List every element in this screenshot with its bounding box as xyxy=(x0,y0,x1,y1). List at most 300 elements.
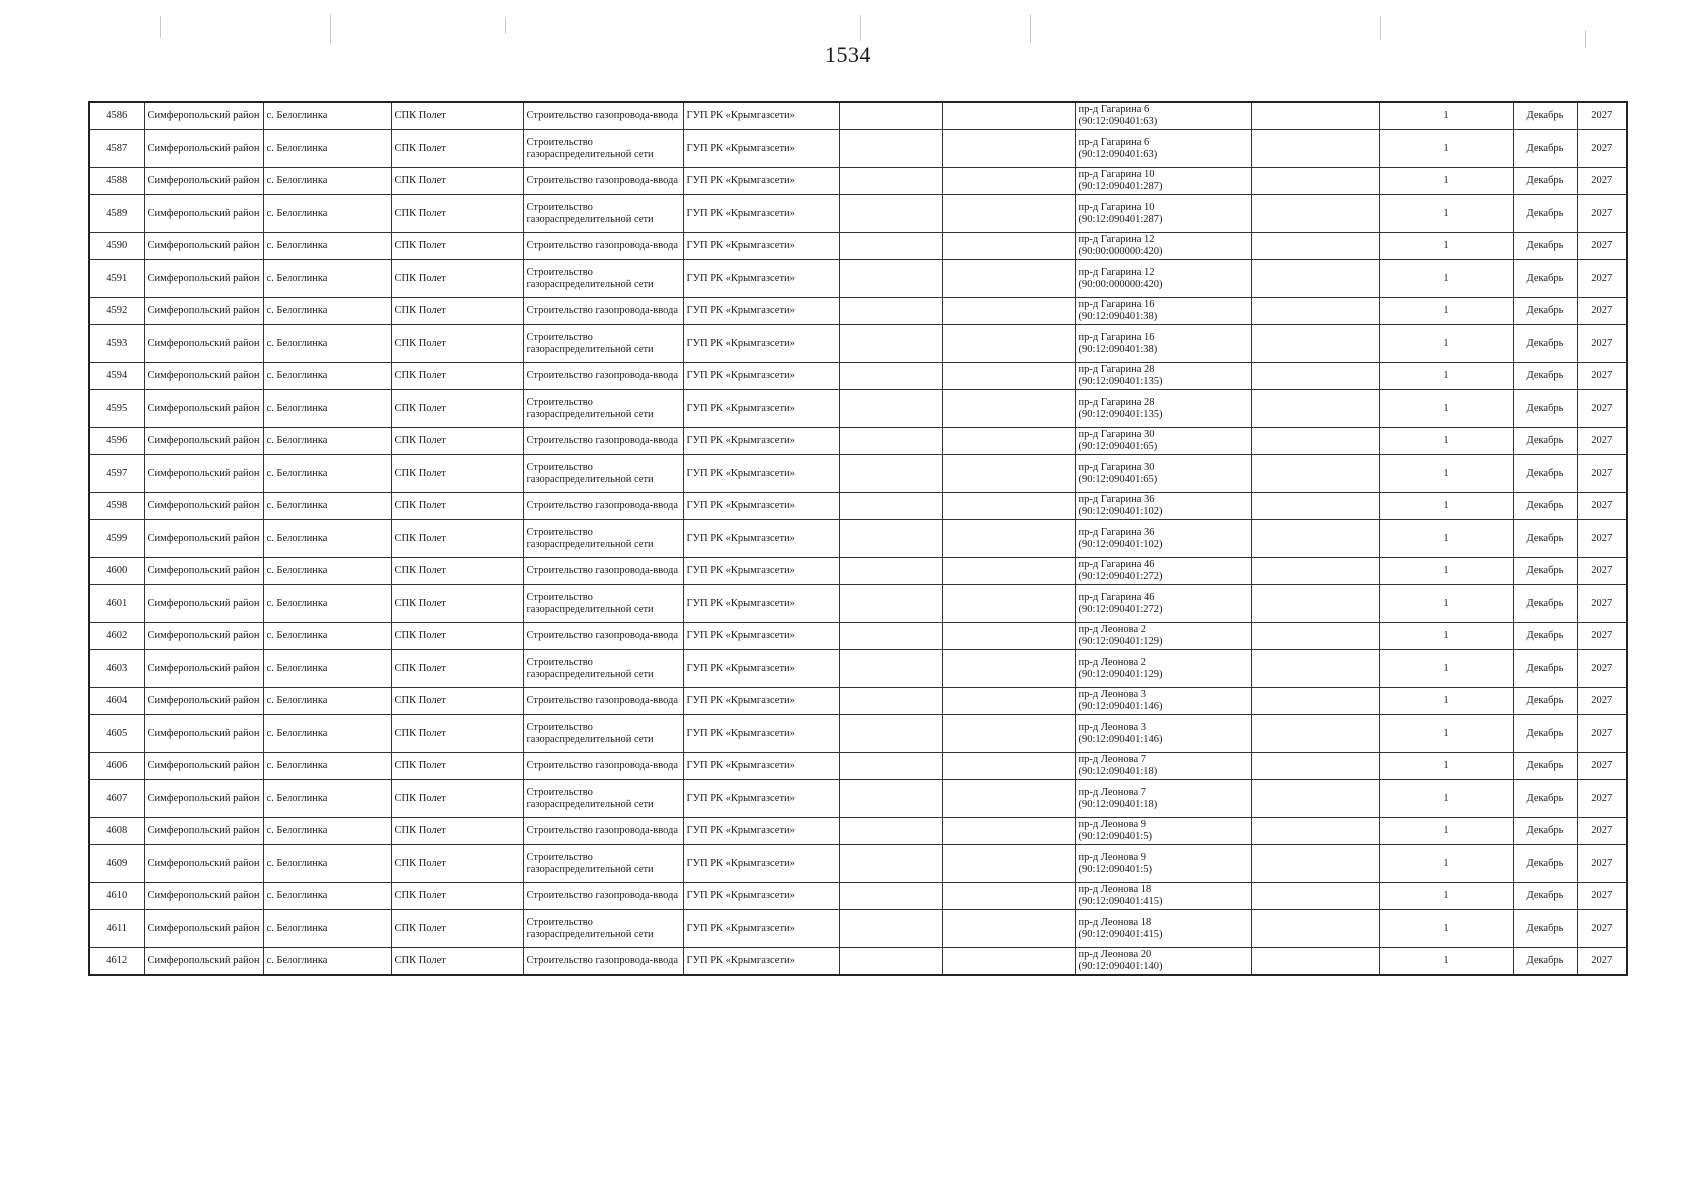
address-line: пр-д Леонова 18 xyxy=(1078,916,1152,928)
year-cell: 2027 xyxy=(1577,780,1627,818)
empty-cell xyxy=(839,558,942,585)
month-cell: Декабрь xyxy=(1513,168,1577,195)
count-cell: 1 xyxy=(1379,195,1513,233)
work-type-cell: Строительство газораспределительной сети xyxy=(523,780,683,818)
address-cell xyxy=(1075,363,1251,390)
cadastre-number: (90:12:090401:102) xyxy=(1078,506,1163,517)
empty-cell xyxy=(1251,233,1379,260)
work-type-cell: Строительство газораспределительной сети xyxy=(523,260,683,298)
empty-cell xyxy=(1251,493,1379,520)
work-type-cell: Строительство газораспределительной сети xyxy=(523,845,683,883)
empty-cell xyxy=(839,493,942,520)
month-cell: Декабрь xyxy=(1513,130,1577,168)
district-cell: Симферопольский район xyxy=(144,363,263,390)
district-cell: Симферопольский район xyxy=(144,520,263,558)
empty-cell xyxy=(839,753,942,780)
district-cell: Симферопольский район xyxy=(144,325,263,363)
empty-cell xyxy=(942,883,1075,910)
organization-cell: СПК Полет xyxy=(391,715,523,753)
organization-cell: СПК Полет xyxy=(391,948,523,976)
row-number: 4596 xyxy=(89,428,144,455)
address-line: пр-д Гагарина 36 xyxy=(1078,494,1155,505)
table-row xyxy=(89,688,1627,715)
empty-cell xyxy=(839,298,942,325)
organization-cell: СПК Полет xyxy=(391,260,523,298)
empty-cell xyxy=(1251,715,1379,753)
month-cell: Декабрь xyxy=(1513,883,1577,910)
row-number: 4592 xyxy=(89,298,144,325)
work-type-cell: Строительство газопровода-ввода xyxy=(523,363,683,390)
table-row xyxy=(89,623,1627,650)
year-cell: 2027 xyxy=(1577,428,1627,455)
month-cell: Декабрь xyxy=(1513,650,1577,688)
cadastre-number: (90:12:090401:415) xyxy=(1078,896,1163,907)
empty-cell xyxy=(942,493,1075,520)
address-line: пр-д Леонова 18 xyxy=(1078,884,1152,895)
operator-cell: ГУП РК «Крымгазсети» xyxy=(683,688,839,715)
count-cell: 1 xyxy=(1379,233,1513,260)
year-cell: 2027 xyxy=(1577,818,1627,845)
district-cell: Симферопольский район xyxy=(144,818,263,845)
empty-cell xyxy=(942,623,1075,650)
cadastre-number: (90:12:090401:102) xyxy=(1078,538,1163,550)
empty-cell xyxy=(942,233,1075,260)
operator-cell: ГУП РК «Крымгазсети» xyxy=(683,558,839,585)
operator-cell: ГУП РК «Крымгазсети» xyxy=(683,233,839,260)
year-cell: 2027 xyxy=(1577,168,1627,195)
organization-cell: СПК Полет xyxy=(391,910,523,948)
district-cell: Симферопольский район xyxy=(144,233,263,260)
village-cell: с. Белоглинка xyxy=(263,428,391,455)
address-line: пр-д Гагарина 16 xyxy=(1078,299,1155,310)
empty-cell xyxy=(1251,780,1379,818)
year-cell: 2027 xyxy=(1577,520,1627,558)
empty-cell xyxy=(942,168,1075,195)
count-cell: 1 xyxy=(1379,585,1513,623)
address-cell xyxy=(1075,233,1251,260)
empty-cell xyxy=(942,260,1075,298)
count-cell: 1 xyxy=(1379,363,1513,390)
operator-cell: ГУП РК «Крымгазсети» xyxy=(683,168,839,195)
count-cell: 1 xyxy=(1379,168,1513,195)
cadastre-number: (90:12:090401:287) xyxy=(1078,181,1163,192)
address-line: пр-д Леонова 3 xyxy=(1078,689,1147,700)
empty-cell xyxy=(942,650,1075,688)
month-cell: Декабрь xyxy=(1513,233,1577,260)
district-cell: Симферопольский район xyxy=(144,102,263,130)
address-line: пр-д Леонова 7 xyxy=(1078,786,1147,798)
count-cell: 1 xyxy=(1379,455,1513,493)
table-row xyxy=(89,558,1627,585)
operator-cell: ГУП РК «Крымгазсети» xyxy=(683,715,839,753)
table-row xyxy=(89,818,1627,845)
month-cell: Декабрь xyxy=(1513,948,1577,976)
scan-artifact xyxy=(860,15,861,41)
village-cell: с. Белоглинка xyxy=(263,168,391,195)
count-cell: 1 xyxy=(1379,428,1513,455)
address-cell xyxy=(1075,168,1251,195)
village-cell: с. Белоглинка xyxy=(263,298,391,325)
work-type-cell: Строительство газопровода-ввода xyxy=(523,948,683,976)
count-cell: 1 xyxy=(1379,948,1513,976)
count-cell: 1 xyxy=(1379,520,1513,558)
district-cell: Симферопольский район xyxy=(144,585,263,623)
village-cell: с. Белоглинка xyxy=(263,363,391,390)
organization-cell: СПК Полет xyxy=(391,845,523,883)
empty-cell xyxy=(839,623,942,650)
scan-artifact xyxy=(1030,14,1031,44)
table-row xyxy=(89,650,1627,688)
village-cell: с. Белоглинка xyxy=(263,493,391,520)
village-cell: с. Белоглинка xyxy=(263,948,391,976)
count-cell: 1 xyxy=(1379,780,1513,818)
address-line: пр-д Леонова 9 xyxy=(1078,819,1147,830)
empty-cell xyxy=(839,948,942,976)
address-cell xyxy=(1075,818,1251,845)
address-cell xyxy=(1075,883,1251,910)
work-type-cell: Строительство газопровода-ввода xyxy=(523,818,683,845)
district-cell: Симферопольский район xyxy=(144,780,263,818)
village-cell: с. Белоглинка xyxy=(263,233,391,260)
village-cell: с. Белоглинка xyxy=(263,102,391,130)
operator-cell: ГУП РК «Крымгазсети» xyxy=(683,845,839,883)
village-cell: с. Белоглинка xyxy=(263,715,391,753)
year-cell: 2027 xyxy=(1577,650,1627,688)
row-number: 4601 xyxy=(89,585,144,623)
cadastre-number: (90:12:090401:5) xyxy=(1078,863,1152,875)
organization-cell: СПК Полет xyxy=(391,585,523,623)
organization-cell: СПК Полет xyxy=(391,818,523,845)
row-number: 4593 xyxy=(89,325,144,363)
district-cell: Симферопольский район xyxy=(144,493,263,520)
address-cell xyxy=(1075,260,1251,298)
village-cell: с. Белоглинка xyxy=(263,455,391,493)
row-number: 4589 xyxy=(89,195,144,233)
empty-cell xyxy=(942,390,1075,428)
address-line: пр-д Гагарина 6 xyxy=(1078,104,1150,115)
organization-cell: СПК Полет xyxy=(391,623,523,650)
count-cell: 1 xyxy=(1379,715,1513,753)
cadastre-number: (90:12:090401:146) xyxy=(1078,733,1163,745)
empty-cell xyxy=(1251,883,1379,910)
operator-cell: ГУП РК «Крымгазсети» xyxy=(683,428,839,455)
registry-table xyxy=(88,101,1628,976)
empty-cell xyxy=(839,390,942,428)
empty-cell xyxy=(1251,623,1379,650)
table-row xyxy=(89,102,1627,130)
organization-cell: СПК Полет xyxy=(391,168,523,195)
year-cell: 2027 xyxy=(1577,325,1627,363)
scan-artifact xyxy=(505,18,506,34)
address-line: пр-д Гагарина 16 xyxy=(1078,331,1155,343)
empty-cell xyxy=(839,428,942,455)
empty-cell xyxy=(839,102,942,130)
cadastre-number: (90:12:090401:18) xyxy=(1078,766,1158,777)
village-cell: с. Белоглинка xyxy=(263,845,391,883)
table-row xyxy=(89,883,1627,910)
address-line: пр-д Гагарина 10 xyxy=(1078,201,1155,213)
cadastre-number: (90:12:090401:65) xyxy=(1078,473,1158,485)
month-cell: Декабрь xyxy=(1513,102,1577,130)
empty-cell xyxy=(839,520,942,558)
organization-cell: СПК Полет xyxy=(391,195,523,233)
month-cell: Декабрь xyxy=(1513,195,1577,233)
empty-cell xyxy=(839,233,942,260)
cadastre-number: (90:12:090401:129) xyxy=(1078,636,1163,647)
empty-cell xyxy=(1251,650,1379,688)
address-cell xyxy=(1075,948,1251,976)
operator-cell: ГУП РК «Крымгазсети» xyxy=(683,883,839,910)
address-line: пр-д Гагарина 46 xyxy=(1078,559,1155,570)
empty-cell xyxy=(1251,363,1379,390)
count-cell: 1 xyxy=(1379,818,1513,845)
empty-cell xyxy=(1251,130,1379,168)
address-line: пр-д Гагарина 28 xyxy=(1078,364,1155,375)
month-cell: Декабрь xyxy=(1513,428,1577,455)
row-number: 4610 xyxy=(89,883,144,910)
organization-cell: СПК Полет xyxy=(391,390,523,428)
district-cell: Симферопольский район xyxy=(144,130,263,168)
year-cell: 2027 xyxy=(1577,130,1627,168)
village-cell: с. Белоглинка xyxy=(263,753,391,780)
empty-cell xyxy=(942,130,1075,168)
operator-cell: ГУП РК «Крымгазсети» xyxy=(683,298,839,325)
work-type-cell: Строительство газораспределительной сети xyxy=(523,390,683,428)
table-row xyxy=(89,585,1627,623)
empty-cell xyxy=(1251,948,1379,976)
count-cell: 1 xyxy=(1379,390,1513,428)
year-cell: 2027 xyxy=(1577,715,1627,753)
cadastre-number: (90:00:000000:420) xyxy=(1078,246,1163,257)
table-row xyxy=(89,948,1627,976)
address-line: пр-д Леонова 9 xyxy=(1078,851,1147,863)
village-cell: с. Белоглинка xyxy=(263,910,391,948)
organization-cell: СПК Полет xyxy=(391,753,523,780)
year-cell: 2027 xyxy=(1577,102,1627,130)
work-type-cell: Строительство газопровода-ввода xyxy=(523,298,683,325)
address-cell xyxy=(1075,298,1251,325)
organization-cell: СПК Полет xyxy=(391,650,523,688)
address-line: пр-д Леонова 3 xyxy=(1078,721,1147,733)
village-cell: с. Белоглинка xyxy=(263,260,391,298)
scan-artifact xyxy=(160,16,161,38)
month-cell: Декабрь xyxy=(1513,780,1577,818)
operator-cell: ГУП РК «Крымгазсети» xyxy=(683,780,839,818)
empty-cell xyxy=(1251,520,1379,558)
cadastre-number: (90:12:090401:415) xyxy=(1078,928,1163,940)
month-cell: Декабрь xyxy=(1513,818,1577,845)
operator-cell: ГУП РК «Крымгазсети» xyxy=(683,520,839,558)
empty-cell xyxy=(942,298,1075,325)
empty-cell xyxy=(1251,585,1379,623)
empty-cell xyxy=(839,688,942,715)
address-line: пр-д Гагарина 12 xyxy=(1078,234,1155,245)
work-type-cell: Строительство газопровода-ввода xyxy=(523,428,683,455)
cadastre-number: (90:12:090401:135) xyxy=(1078,376,1163,387)
operator-cell: ГУП РК «Крымгазсети» xyxy=(683,623,839,650)
month-cell: Декабрь xyxy=(1513,520,1577,558)
table-row xyxy=(89,753,1627,780)
empty-cell xyxy=(1251,260,1379,298)
organization-cell: СПК Полет xyxy=(391,325,523,363)
address-cell xyxy=(1075,325,1251,363)
year-cell: 2027 xyxy=(1577,558,1627,585)
month-cell: Декабрь xyxy=(1513,715,1577,753)
table-row xyxy=(89,455,1627,493)
row-number: 4598 xyxy=(89,493,144,520)
row-number: 4604 xyxy=(89,688,144,715)
operator-cell: ГУП РК «Крымгазсети» xyxy=(683,585,839,623)
empty-cell xyxy=(942,688,1075,715)
empty-cell xyxy=(942,715,1075,753)
work-type-cell: Строительство газораспределительной сети xyxy=(523,130,683,168)
empty-cell xyxy=(839,455,942,493)
operator-cell: ГУП РК «Крымгазсети» xyxy=(683,260,839,298)
address-cell xyxy=(1075,102,1251,130)
village-cell: с. Белоглинка xyxy=(263,688,391,715)
district-cell: Симферопольский район xyxy=(144,845,263,883)
address-cell xyxy=(1075,195,1251,233)
district-cell: Симферопольский район xyxy=(144,558,263,585)
table-row xyxy=(89,130,1627,168)
organization-cell: СПК Полет xyxy=(391,883,523,910)
empty-cell xyxy=(839,195,942,233)
address-cell xyxy=(1075,493,1251,520)
empty-cell xyxy=(942,753,1075,780)
year-cell: 2027 xyxy=(1577,260,1627,298)
year-cell: 2027 xyxy=(1577,585,1627,623)
village-cell: с. Белоглинка xyxy=(263,780,391,818)
empty-cell xyxy=(839,845,942,883)
address-line: пр-д Гагарина 12 xyxy=(1078,266,1155,278)
table-row xyxy=(89,493,1627,520)
year-cell: 2027 xyxy=(1577,688,1627,715)
operator-cell: ГУП РК «Крымгазсети» xyxy=(683,455,839,493)
village-cell: с. Белоглинка xyxy=(263,585,391,623)
empty-cell xyxy=(839,585,942,623)
organization-cell: СПК Полет xyxy=(391,493,523,520)
empty-cell xyxy=(1251,688,1379,715)
address-cell xyxy=(1075,520,1251,558)
district-cell: Симферопольский район xyxy=(144,715,263,753)
district-cell: Симферопольский район xyxy=(144,390,263,428)
address-cell xyxy=(1075,130,1251,168)
work-type-cell: Строительство газопровода-ввода xyxy=(523,493,683,520)
address-cell xyxy=(1075,623,1251,650)
address-line: пр-д Гагарина 30 xyxy=(1078,429,1155,440)
address-cell xyxy=(1075,780,1251,818)
cadastre-number: (90:12:090401:146) xyxy=(1078,701,1163,712)
empty-cell xyxy=(1251,102,1379,130)
row-number: 4602 xyxy=(89,623,144,650)
table-row xyxy=(89,845,1627,883)
row-number: 4591 xyxy=(89,260,144,298)
work-type-cell: Строительство газопровода-ввода xyxy=(523,623,683,650)
work-type-cell: Строительство газопровода-ввода xyxy=(523,168,683,195)
empty-cell xyxy=(1251,325,1379,363)
cadastre-number: (90:12:090401:65) xyxy=(1078,441,1158,452)
year-cell: 2027 xyxy=(1577,493,1627,520)
table-row xyxy=(89,325,1627,363)
address-line: пр-д Гагарина 30 xyxy=(1078,461,1155,473)
cadastre-number: (90:12:090401:140) xyxy=(1078,961,1163,972)
work-type-cell: Строительство газораспределительной сети xyxy=(523,325,683,363)
year-cell: 2027 xyxy=(1577,195,1627,233)
page-number: 1534 xyxy=(825,42,871,67)
row-number: 4612 xyxy=(89,948,144,976)
district-cell: Симферопольский район xyxy=(144,948,263,976)
work-type-cell: Строительство газораспределительной сети xyxy=(523,585,683,623)
year-cell: 2027 xyxy=(1577,753,1627,780)
address-cell xyxy=(1075,650,1251,688)
empty-cell xyxy=(839,363,942,390)
month-cell: Декабрь xyxy=(1513,390,1577,428)
month-cell: Декабрь xyxy=(1513,298,1577,325)
village-cell: с. Белоглинка xyxy=(263,325,391,363)
address-line: пр-д Леонова 20 xyxy=(1078,949,1152,960)
year-cell: 2027 xyxy=(1577,910,1627,948)
empty-cell xyxy=(1251,195,1379,233)
empty-cell xyxy=(942,558,1075,585)
organization-cell: СПК Полет xyxy=(391,298,523,325)
address-line: пр-д Гагарина 36 xyxy=(1078,526,1155,538)
count-cell: 1 xyxy=(1379,883,1513,910)
count-cell: 1 xyxy=(1379,623,1513,650)
count-cell: 1 xyxy=(1379,260,1513,298)
empty-cell xyxy=(1251,753,1379,780)
empty-cell xyxy=(839,780,942,818)
empty-cell xyxy=(942,910,1075,948)
work-type-cell: Строительство газопровода-ввода xyxy=(523,688,683,715)
work-type-cell: Строительство газопровода-ввода xyxy=(523,883,683,910)
address-cell xyxy=(1075,558,1251,585)
row-number: 4606 xyxy=(89,753,144,780)
empty-cell xyxy=(1251,390,1379,428)
cadastre-number: (90:12:090401:5) xyxy=(1078,831,1152,842)
row-number: 4611 xyxy=(89,910,144,948)
work-type-cell: Строительство газораспределительной сети xyxy=(523,910,683,948)
empty-cell xyxy=(839,168,942,195)
cadastre-number: (90:12:090401:38) xyxy=(1078,311,1158,322)
address-cell xyxy=(1075,585,1251,623)
village-cell: с. Белоглинка xyxy=(263,623,391,650)
count-cell: 1 xyxy=(1379,130,1513,168)
operator-cell: ГУП РК «Крымгазсети» xyxy=(683,910,839,948)
village-cell: с. Белоглинка xyxy=(263,883,391,910)
address-cell xyxy=(1075,845,1251,883)
table-row xyxy=(89,910,1627,948)
year-cell: 2027 xyxy=(1577,883,1627,910)
empty-cell xyxy=(942,520,1075,558)
district-cell: Симферопольский район xyxy=(144,688,263,715)
row-number: 4609 xyxy=(89,845,144,883)
village-cell: с. Белоглинка xyxy=(263,520,391,558)
scan-artifact xyxy=(330,14,331,44)
empty-cell xyxy=(839,325,942,363)
empty-cell xyxy=(839,910,942,948)
year-cell: 2027 xyxy=(1577,623,1627,650)
organization-cell: СПК Полет xyxy=(391,688,523,715)
district-cell: Симферопольский район xyxy=(144,883,263,910)
work-type-cell: Строительство газораспределительной сети xyxy=(523,715,683,753)
organization-cell: СПК Полет xyxy=(391,130,523,168)
empty-cell xyxy=(942,428,1075,455)
organization-cell: СПК Полет xyxy=(391,558,523,585)
empty-cell xyxy=(1251,168,1379,195)
address-line: пр-д Гагарина 46 xyxy=(1078,591,1155,603)
village-cell: с. Белоглинка xyxy=(263,818,391,845)
table-row xyxy=(89,195,1627,233)
